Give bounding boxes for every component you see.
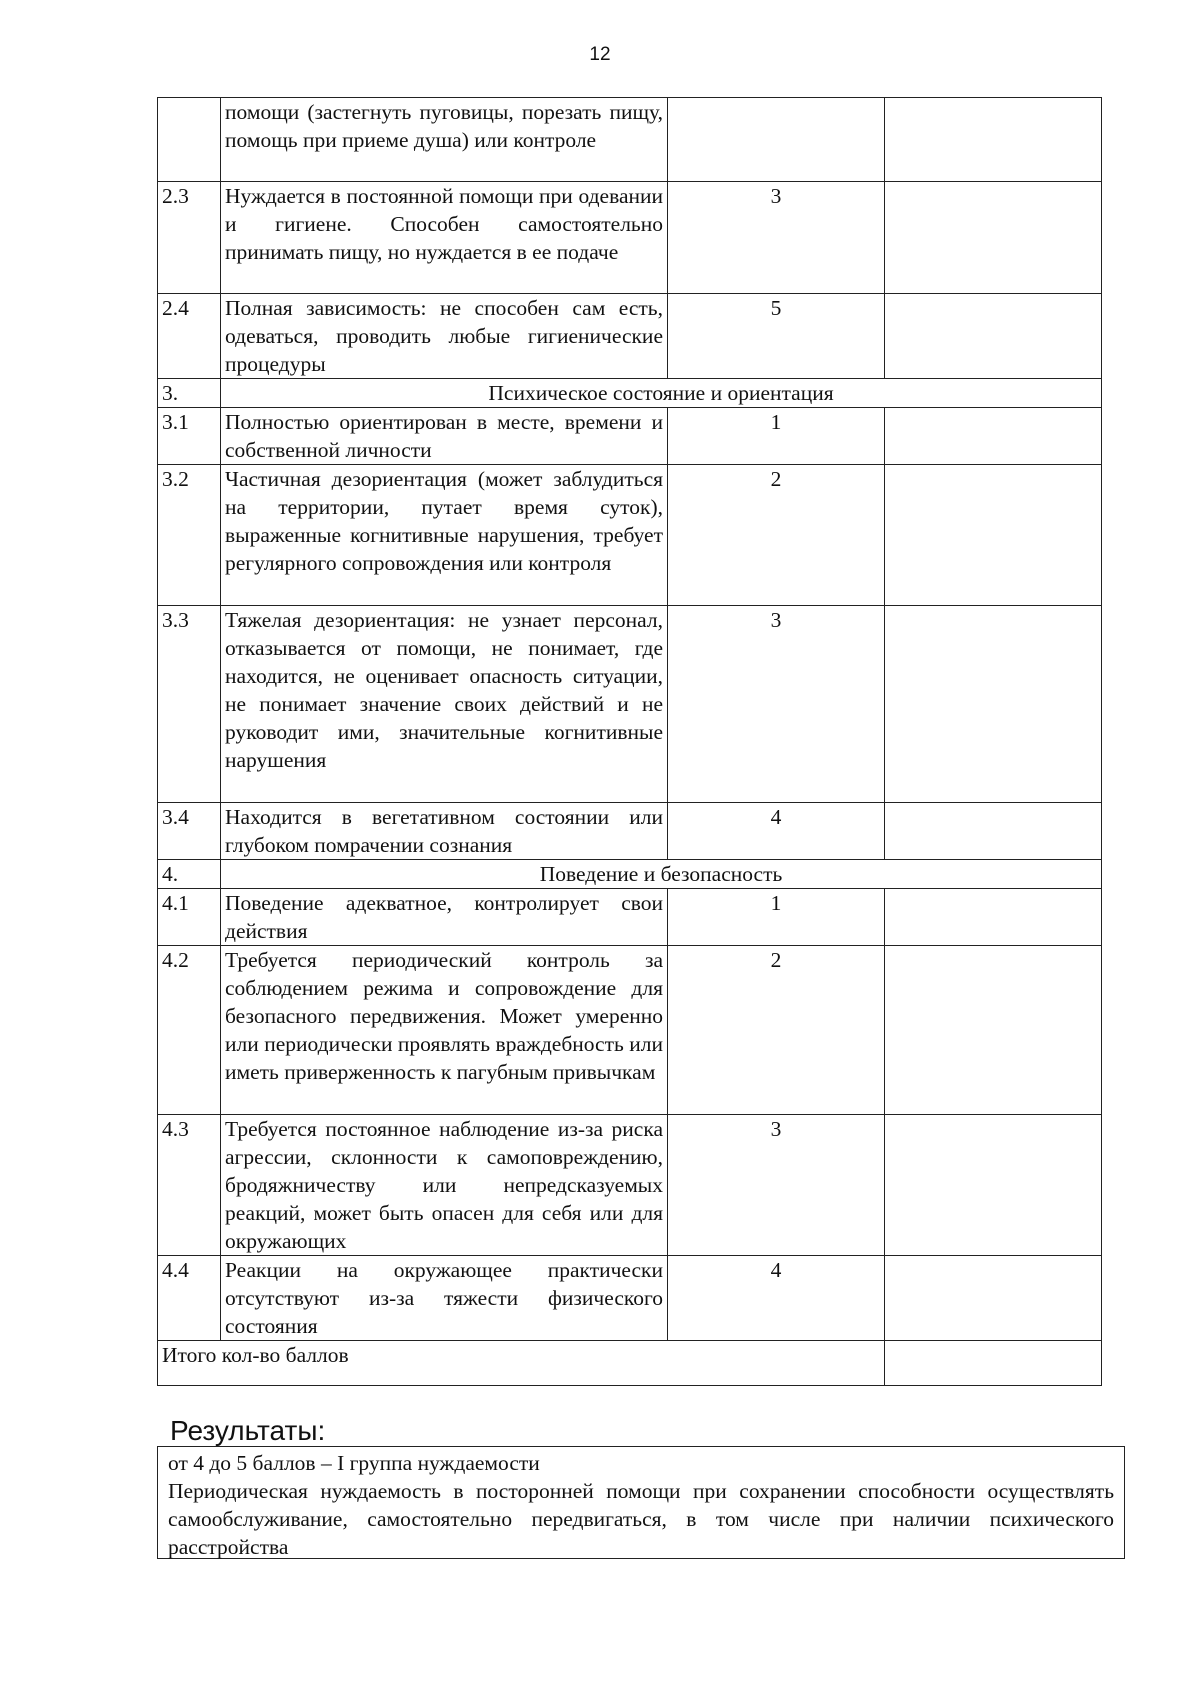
item-description: помощи (застегнуть пуговицы, порезать пищу, помощь при приеме душа) или контроле	[221, 98, 668, 182]
item-number: 4.4	[158, 1256, 221, 1341]
item-description: Поведение адекватное, контролирует свои действия	[221, 889, 668, 946]
table-row	[158, 408, 1102, 465]
results-group-line: от 4 до 5 баллов – I группа нуждаемости	[168, 1451, 540, 1475]
item-number: 4.2	[158, 946, 221, 1115]
points-cell	[885, 1115, 1102, 1256]
item-description: Тяжелая дезориентация: не узнает персонал, отказывается от помощи, не понимает, где находится, не оценивает опасность ситуации, не понимает значение своих действий и не руководит ими, значительные когнитивные нарушения	[221, 606, 668, 803]
table-row	[158, 98, 1102, 182]
item-description: Находится в вегетативном состоянии или глубоком помрачении сознания	[221, 803, 668, 860]
item-number: 3.3	[158, 606, 221, 803]
item-score: 4	[668, 1256, 885, 1341]
total-points-cell	[885, 1341, 1102, 1386]
item-score: 1	[668, 889, 885, 946]
points-cell	[885, 408, 1102, 465]
item-description: Требуется постоянное наблюдение из-за риска агрессии, склонности к самоповреждению, бродяжничеству или непредсказуемых реакций, может быть опасен для себя или для окружающих	[221, 1115, 668, 1256]
section-row	[158, 860, 1102, 889]
points-cell	[885, 182, 1102, 294]
item-number: 4.1	[158, 889, 221, 946]
item-score: 2	[668, 946, 885, 1115]
item-number: 4.3	[158, 1115, 221, 1256]
points-cell	[885, 803, 1102, 860]
points-cell	[885, 98, 1102, 182]
item-description: Реакции на окружающее практически отсутствуют из-за тяжести физического состояния	[221, 1256, 668, 1341]
section-number: 3.	[158, 379, 221, 408]
item-score: 3	[668, 182, 885, 294]
item-score: 4	[668, 803, 885, 860]
item-number: 3.1	[158, 408, 221, 465]
item-score: 3	[668, 606, 885, 803]
points-cell	[885, 606, 1102, 803]
results-box	[157, 1446, 1125, 1559]
points-cell	[885, 465, 1102, 606]
item-description: Нуждается в постоянной помощи при одевании и гигиене. Способен самостоятельно принимать пищу, но нуждается в ее подаче	[221, 182, 668, 294]
item-score: 5	[668, 294, 885, 379]
assessment-table-body	[158, 98, 1102, 1386]
table-row	[158, 889, 1102, 946]
results-description: Периодическая нуждаемость в посторонней помощи при сохранении способности осуществлять самообслуживание, самостоятельно передвигаться, в том числе при наличии психического расстройства	[168, 1479, 1114, 1559]
item-score	[668, 98, 885, 182]
table-row	[158, 1256, 1102, 1341]
points-cell	[885, 294, 1102, 379]
item-number: 3.2	[158, 465, 221, 606]
total-label: Итого кол-во баллов	[158, 1341, 885, 1386]
table-row	[158, 465, 1102, 606]
page-number: 12	[589, 44, 611, 65]
item-description: Требуется периодический контроль за соблюдением режима и сопровождение для безопасного передвижения. Может умеренно или периодически проявлять враждебность или иметь приверженность к пагубным привычкам	[221, 946, 668, 1115]
item-score: 3	[668, 1115, 885, 1256]
item-score: 1	[668, 408, 885, 465]
item-number: 2.4	[158, 294, 221, 379]
section-number: 4.	[158, 860, 221, 889]
table-row	[158, 182, 1102, 294]
item-number: 3.4	[158, 803, 221, 860]
points-cell	[885, 889, 1102, 946]
item-number	[158, 98, 221, 182]
points-cell	[885, 1256, 1102, 1341]
assessment-table	[157, 97, 1102, 1386]
table-row	[158, 803, 1102, 860]
table-row	[158, 1115, 1102, 1256]
item-description: Полностью ориентирован в месте, времени и собственной личности	[221, 408, 668, 465]
item-number: 2.3	[158, 182, 221, 294]
item-description: Полная зависимость: не способен сам есть, одеваться, проводить любые гигиенические процедуры	[221, 294, 668, 379]
total-row	[158, 1341, 1102, 1386]
table-row	[158, 946, 1102, 1115]
item-score: 2	[668, 465, 885, 606]
item-description: Частичная дезориентация (может заблудиться на территории, путает время суток), выраженные когнитивные нарушения, требует регулярного сопровождения или контроля	[221, 465, 668, 606]
section-title: Поведение и безопасность	[221, 860, 1102, 889]
results-heading: Результаты:	[170, 1415, 326, 1446]
section-row	[158, 379, 1102, 408]
section-title: Психическое состояние и ориентация	[221, 379, 1102, 408]
table-row	[158, 606, 1102, 803]
table-row	[158, 294, 1102, 379]
points-cell	[885, 946, 1102, 1115]
